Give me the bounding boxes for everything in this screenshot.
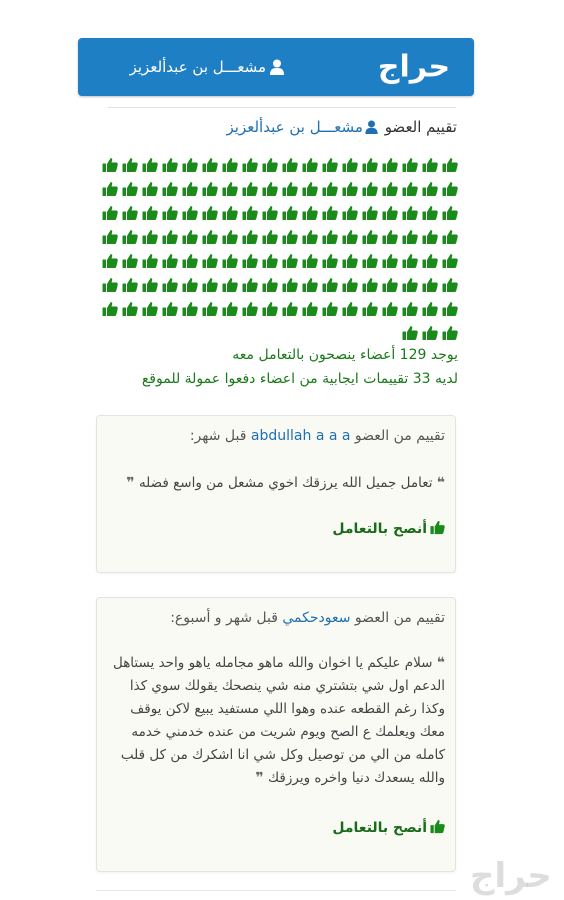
thumbs-up-icon [158, 205, 178, 221]
thumbs-up-icon [378, 277, 398, 293]
thumbs-up-icon [398, 277, 418, 293]
thumbs-up-icon [198, 205, 218, 221]
review-body: تعامل جميل الله يرزقك اخوي مشعل من واسع فضله [138, 475, 433, 491]
thumbs-up-icon [98, 229, 118, 245]
thumbs-up-icon [358, 181, 378, 197]
recommend-count-text: يوجد 129 أعضاء ينصحون بالتعامل معه [232, 347, 458, 363]
thumbs-up-icon [278, 229, 298, 245]
thumbs-up-icon [98, 301, 118, 317]
thumbs-up-icon [398, 253, 418, 269]
review-text [107, 652, 445, 790]
thumbs-up-icon [398, 205, 418, 221]
verdict-label: أنصح بالتعامل [332, 820, 427, 836]
thumbs-up-icon [358, 157, 378, 173]
thumbs-up-icon [118, 253, 138, 269]
thumbs-up-icon [98, 277, 118, 293]
thumbs-up-icon [278, 253, 298, 269]
review-header [190, 428, 445, 444]
thumbs-up-icon [418, 229, 438, 245]
thumbs-up-icon [318, 181, 338, 197]
recommend-verdict [332, 520, 445, 537]
quote-open-icon: ❝ [436, 475, 445, 491]
thumbs-up-icon [278, 157, 298, 173]
thumbs-up-icon [118, 205, 138, 221]
thumbs-up-icon [298, 205, 318, 221]
thumbs-up-icon [430, 520, 445, 535]
verdict-label: أنصح بالتعامل [332, 521, 427, 537]
thumbs-up-icon [198, 157, 218, 173]
reviewer-name[interactable]: abdullah a a a [250, 428, 351, 444]
thumbs-up-icon [238, 205, 258, 221]
thumbs-up-icon [398, 181, 418, 197]
thumbs-up-icon [98, 253, 118, 269]
thumbs-up-icon [318, 277, 338, 293]
thumbs-up-icon [338, 229, 358, 245]
reviewer-name[interactable]: سعودحكمي [282, 610, 351, 626]
thumbs-up-icon [158, 229, 178, 245]
thumbs-up-icon [438, 205, 458, 221]
thumbs-up-icon [238, 181, 258, 197]
thumbs-up-icon [158, 253, 178, 269]
thumbs-up-icon [258, 253, 278, 269]
thumbs-up-icon [258, 157, 278, 173]
thumbs-up-icon [178, 301, 198, 317]
thumbs-up-icon [118, 301, 138, 317]
thumbs-up-icon [258, 301, 278, 317]
thumbs-up-icon [378, 229, 398, 245]
thumbs-up-icon [338, 301, 358, 317]
review-prefix: تقييم من العضو [354, 610, 445, 626]
thumbs-up-icon [138, 181, 158, 197]
thumbs-up-icon [138, 229, 158, 245]
thumbs-up-icon [218, 301, 238, 317]
thumbs-up-icon [338, 253, 358, 269]
header-username: مشعـــل بن عبدألعزيز [129, 58, 266, 76]
divider [96, 890, 456, 891]
review-body: سلام عليكم يا اخوان والله ماهو مجامله ياهو واحد يستاهل الدعم اول شي بتشتري منه شي ينصحك يقولك سوي كذا وكذا رغم القطعه عنده وهوا اللي مستفيد يبيع لاكن يوقف معك ويعلمك ع الصح ويوم شريت من عنده خدمني خدمه كامله من الي من توصيل وكل شي انا اشكرك من كل قلب والله يسعدك دنيا واخره ويرزقك [112, 655, 445, 786]
thumbs-up-icon [398, 325, 418, 341]
header-user[interactable] [130, 58, 284, 76]
thumbs-up-icon [98, 205, 118, 221]
thumbs-up-icon [198, 229, 218, 245]
thumbs-up-icon [378, 205, 398, 221]
thumbs-up-icon [398, 229, 418, 245]
thumbs-up-icon [418, 301, 438, 317]
quote-open-icon: ❝ [436, 655, 445, 671]
thumbs-up-icon [358, 301, 378, 317]
thumbs-up-icon [398, 301, 418, 317]
thumbs-up-icon [238, 277, 258, 293]
review-header [170, 610, 445, 626]
thumbs-up-icon [418, 181, 438, 197]
thumbs-up-icon [278, 205, 298, 221]
thumbs-up-icon [338, 157, 358, 173]
thumbs-up-icon [358, 253, 378, 269]
thumbs-up-icon [258, 277, 278, 293]
thumbs-up-icon [298, 157, 318, 173]
thumbs-up-icon [138, 205, 158, 221]
thumbs-up-icon [278, 277, 298, 293]
review-time: قبل شهر: [189, 428, 247, 444]
thumbs-up-icon [378, 157, 398, 173]
thumbs-up-icon [178, 277, 198, 293]
thumbs-up-icon [258, 181, 278, 197]
thumbs-up-icon [318, 229, 338, 245]
thumbs-up-icon [198, 277, 218, 293]
thumbs-up-icon [218, 253, 238, 269]
thumbs-up-icon [418, 253, 438, 269]
review-card [96, 597, 456, 872]
review-text [107, 472, 445, 495]
thumbs-up-icon [118, 277, 138, 293]
thumbs-up-icon [198, 301, 218, 317]
thumbs-up-icon [138, 157, 158, 173]
review-time: قبل شهر و أسبوع: [170, 610, 278, 626]
recommend-verdict [332, 819, 445, 836]
thumbs-up-icon [438, 253, 458, 269]
thumbs-up-icon [238, 229, 258, 245]
thumbs-up-icon [378, 301, 398, 317]
thumbs-up-icon [218, 277, 238, 293]
thumbs-up-icon [138, 301, 158, 317]
thumbs-up-icon [118, 229, 138, 245]
thumbs-up-icon [418, 277, 438, 293]
thumbs-up-icon [418, 157, 438, 173]
review-card [96, 415, 456, 573]
thumbs-up-icon [298, 229, 318, 245]
thumbs-up-icon [438, 301, 458, 317]
commission-count-text: لديه 33 تقييمات ايجابية من اعضاء دفعوا عمولة للموقع [141, 371, 458, 387]
user-icon [365, 120, 378, 134]
thumbs-up-icon [358, 277, 378, 293]
thumbs-up-icon [378, 253, 398, 269]
site-logo[interactable]: حراج [377, 49, 451, 85]
thumbs-up-grid [96, 157, 458, 341]
thumbs-up-icon [438, 325, 458, 341]
site-header [78, 38, 474, 96]
thumbs-up-icon [338, 277, 358, 293]
thumbs-up-icon [178, 157, 198, 173]
thumbs-up-icon [138, 277, 158, 293]
thumbs-up-icon [158, 181, 178, 197]
divider [108, 107, 456, 108]
thumbs-up-icon [338, 181, 358, 197]
thumbs-up-icon [378, 181, 398, 197]
thumbs-up-icon [218, 181, 238, 197]
thumbs-up-icon [238, 253, 258, 269]
thumbs-up-icon [178, 253, 198, 269]
rating-title [227, 118, 457, 136]
thumbs-up-icon [218, 229, 238, 245]
thumbs-up-icon [218, 205, 238, 221]
review-prefix: تقييم من العضو [354, 428, 445, 444]
thumbs-up-icon [318, 205, 338, 221]
thumbs-up-icon [118, 181, 138, 197]
thumbs-up-icon [98, 181, 118, 197]
thumbs-up-icon [258, 229, 278, 245]
thumbs-up-icon [318, 253, 338, 269]
thumbs-up-icon [278, 181, 298, 197]
quote-close-icon: ❞ [126, 475, 135, 491]
thumbs-up-icon [178, 229, 198, 245]
thumbs-up-icon [358, 205, 378, 221]
thumbs-up-icon [358, 229, 378, 245]
thumbs-up-icon [318, 301, 338, 317]
thumbs-up-icon [278, 301, 298, 317]
thumbs-up-icon [298, 181, 318, 197]
rating-title-prefix: تقييم العضو [384, 118, 457, 136]
thumbs-up-icon [298, 277, 318, 293]
thumbs-up-icon [318, 157, 338, 173]
thumbs-up-icon [398, 157, 418, 173]
thumbs-up-icon [178, 205, 198, 221]
thumbs-up-icon [430, 819, 445, 834]
thumbs-up-icon [158, 301, 178, 317]
user-icon [270, 59, 284, 75]
thumbs-up-icon [418, 325, 438, 341]
thumbs-up-icon [218, 157, 238, 173]
thumbs-up-icon [118, 157, 138, 173]
thumbs-up-icon [298, 253, 318, 269]
thumbs-up-icon [158, 277, 178, 293]
thumbs-up-icon [138, 253, 158, 269]
thumbs-up-icon [178, 181, 198, 197]
thumbs-up-icon [338, 205, 358, 221]
thumbs-up-icon [158, 157, 178, 173]
thumbs-up-icon [98, 157, 118, 173]
quote-close-icon: ❞ [255, 770, 264, 786]
thumbs-up-icon [198, 181, 218, 197]
thumbs-up-icon [438, 157, 458, 173]
thumbs-up-icon [258, 205, 278, 221]
thumbs-up-icon [438, 277, 458, 293]
thumbs-up-icon [298, 301, 318, 317]
thumbs-up-icon [418, 205, 438, 221]
thumbs-up-icon [238, 157, 258, 173]
thumbs-up-icon [438, 229, 458, 245]
watermark-logo: حراج [470, 856, 552, 896]
thumbs-up-icon [438, 181, 458, 197]
thumbs-up-icon [238, 301, 258, 317]
thumbs-up-icon [198, 253, 218, 269]
rated-username[interactable]: مشعـــل بن عبدألعزيز [226, 118, 363, 136]
